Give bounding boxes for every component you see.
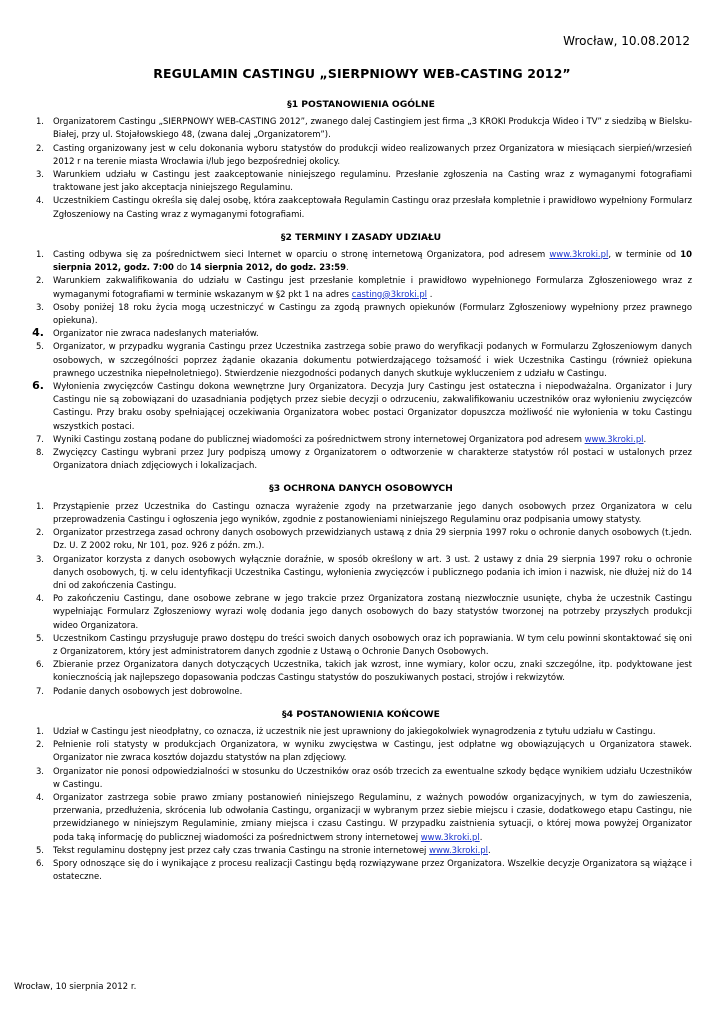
item-number: 3. xyxy=(35,169,44,180)
item-text: . xyxy=(488,844,491,855)
list-item xyxy=(30,738,692,764)
item-text: Casting odbywa się za pośrednictwem sieci Internet w oparciu o stronę internetową Organizatora, pod adresem xyxy=(53,249,550,260)
item-text: . xyxy=(346,262,349,273)
section-list xyxy=(30,500,692,698)
item-number: 5. xyxy=(35,341,44,352)
item-number: 6. xyxy=(35,659,44,670)
section-list xyxy=(30,248,692,472)
list-item xyxy=(30,115,692,141)
item-text: Organizator, w przypadku wygrania Castingu przez Uczestnika zastrzega sobie prawo do weryfikacji podanych w Formularzu Zgłoszeniowym danych osobowych, w szczególności poprzez żądanie okazania dokumentu potwierdzającego tożsamość i wiek Uczestnika Castingu (również opiekuna prawnego uczestnika niepełnoletniego). Stwierdzenie niezgodności podanych danych skutkuje wykluczeniem z udziału w Castingu. xyxy=(53,341,692,378)
list-item xyxy=(30,725,692,738)
section-title: §2 TERMINY I ZASADY UDZIAŁU xyxy=(280,231,442,243)
item-text: Przystąpienie przez Uczestnika do Castingu oznacza wyrażenie zgody na przetwarzanie jego danych osobowych przez Organizatora w celu przeprowadzenia Castingu i ogłoszenia jego wyników, zgodnie z postanowieniami niniejszego Regulaminu oraz podpisania umowy statysty. xyxy=(53,500,692,524)
item-number: 4. xyxy=(35,791,44,802)
item-number: 5. xyxy=(35,844,44,855)
list-item xyxy=(30,327,692,340)
item-text: Udział w Castingu jest nieodpłatny, co oznacza, iż uczestnik nie jest uprawniony do jakiegokolwiek wynagrodzenia z tytułu udziału w Castingu. xyxy=(53,725,656,736)
item-number: 8. xyxy=(35,447,44,458)
link[interactable]: www.3kroki.pl xyxy=(549,249,609,260)
item-text: Uczestnikiem Castingu określa się dalej osobę, która zaakceptowała Regulamin Castingu oraz przesłała kompletnie i prawidłowo wypełniony Formularz Zgłoszeniowy na Casting wraz z wymaganymi fotografiami. xyxy=(53,195,692,219)
list-item xyxy=(30,380,692,433)
item-text: . xyxy=(479,831,483,842)
item-text: Wyniki Castingu zostaną podane do publicznej wiadomości za pośrednictwem strony internetowej Organizatora pod adresem xyxy=(53,433,585,444)
item-number: 3. xyxy=(35,301,44,312)
list-item xyxy=(30,765,692,791)
item-number: 1. xyxy=(35,249,44,260)
list-item xyxy=(30,685,692,698)
section-title: §4 POSTANOWIENIA KOŃCOWE xyxy=(282,708,440,720)
item-number: 7. xyxy=(35,685,44,696)
item-text: Osoby poniżej 18 roku życia mogą uczestniczyć w Castingu za zgodą prawnych opiekunów (Formularz Zgłoszeniowy wypełniony przez prawnego opiekuna). xyxy=(53,301,692,326)
list-item xyxy=(30,791,692,844)
document-body xyxy=(30,92,692,883)
item-text: Organizator nie ponosi odpowiedzialności w stosunku do Uczestników oraz osób trzecich za ewentualne szkody będące wynikiem udziału Uczestników w Castingu. xyxy=(53,765,692,789)
item-text: do xyxy=(173,262,190,273)
list-item xyxy=(30,592,692,632)
list-item xyxy=(30,844,692,857)
item-number: 6. xyxy=(35,857,44,868)
section-list xyxy=(30,725,692,883)
item-number: 3. xyxy=(35,765,44,776)
item-text: Zbieranie przez Organizatora danych dotyczących Uczestnika, takich jak wzrost, inne wymiary, kolor oczu, znaki szczególne, itp. podyktowane jest koniecznością jak najlepszego dopasowania podczas Castingu statystów do poszukiwanych postaci, strojów i rekwizytów. xyxy=(53,659,692,683)
document-title: REGULAMIN CASTINGU „SIERPNIOWY WEB-CASTING 2012” xyxy=(153,66,571,81)
list-item xyxy=(30,433,692,446)
item-text: Organizator zastrzega sobie prawo zmiany postanowień niniejszego Regulaminu, z ważnych powodów organizacyjnych, w tym do zawieszenia, przerwania, przedłużenia, skrócenia lub odwołania Castingu, organizacji w wybranym przez siebie miejscu i czasie, dodatkowego etapu Castingu, nie przewidzianego w niniejszym Regulaminie, zmiany miejsca i czasu Castingu. W przypadku zaistnienia sytuacji, o której mowa powyżej Organizator poda taką informację do publicznej wiadomości za pośrednictwem strony internetowej xyxy=(53,791,692,842)
list-item xyxy=(30,446,692,472)
item-number: 2. xyxy=(35,739,44,750)
list-item xyxy=(30,500,692,526)
item-text: Spory odnoszące się do i wynikające z procesu realizacji Castingu będą rozwiązywane przez Organizatora. Wszelkie decyzje Organizatora są wiążące i ostateczne. xyxy=(53,857,692,882)
list-item xyxy=(30,168,692,194)
item-text: Uczestnikom Castingu przysługuje prawo dostępu do treści swoich danych osobowych oraz ich poprawiania. W tym celu powinni skontaktować się oni z Organizatorem, który jest administratorem danych zgodnie z Ustawą o Ochronie Danych Osobowych. xyxy=(53,632,692,656)
list-item xyxy=(30,526,692,552)
item-number: 1. xyxy=(35,116,44,127)
item-number: 2. xyxy=(35,275,44,286)
list-item xyxy=(30,632,692,658)
bold-text: 10 sierpnia 2012, godz. 7:00 xyxy=(53,249,692,273)
section-title: §3 OCHRONA DANYCH OSOBOWYCH xyxy=(269,483,453,495)
item-text: Warunkiem zakwalifikowania do udziału w Castingu jest przesłanie kompletnie i prawidłowo wypełnionego Formularza Zgłoszeniowego wraz z wymaganymi fotografiami w terminie wskazanym w §2 pkt 1 na adres xyxy=(53,275,692,299)
list-item xyxy=(30,194,692,220)
list-item xyxy=(30,857,692,883)
item-text: Pełnienie roli statysty w produkcjach Organizatora, w wyniku zwycięstwa w Castingu, jest odpłatne wg obowiązujących u Organizatora stawek. Organizator nie zwraca kosztów dojazdu statystów na plan zdjęciowy. xyxy=(53,739,692,763)
header-date: Wrocław, 10.08.2012 xyxy=(563,34,690,48)
item-number: 6. xyxy=(32,379,44,393)
item-text: Warunkiem udziału w Castingu jest zaakceptowanie niniejszego regulaminu. Przesłanie zgłoszenia na Casting wraz z wymaganymi fotografiami traktowane jest jako akceptacja niniejszego Regulaminu. xyxy=(53,169,692,193)
item-number: 2. xyxy=(35,527,44,538)
item-text: . xyxy=(643,433,647,444)
link[interactable]: www.3kroki.pl xyxy=(429,844,488,855)
item-text: Organizator korzysta z danych osobowych wyłącznie doraźnie, w sposób określony w art. 3 ust. 2 ustawy z dnia 29 sierpnia 1997 roku o ochronie danych osobowych, tj. w celu identyfikacji Uczestnika Castingu, wyłonienia zwycięzców i publicznego podania ich imion i nazwisk, nie dłużej niż do 14 dni od zakończenia Castingu. xyxy=(53,553,692,590)
list-item xyxy=(30,301,692,327)
list-item xyxy=(30,274,692,300)
list-item xyxy=(30,553,692,593)
list-item xyxy=(30,340,692,380)
item-number: 4. xyxy=(35,195,44,206)
footer-date: Wrocław, 10 sierpnia 2012 r. xyxy=(14,982,137,992)
item-text: Podanie danych osobowych jest dobrowolne. xyxy=(53,685,243,696)
item-text: Zwycięzcy Castingu wybrani przez Jury podpiszą umowy z Organizatorem o odtworzenie w charakterze statystów ról postaci w ustalonych przez Organizatora dniach zdjęciowych i lokalizacjach. xyxy=(53,447,692,471)
item-number: 7. xyxy=(35,433,44,444)
link[interactable]: casting@3kroki.pl xyxy=(351,288,428,299)
item-number: 1. xyxy=(35,500,44,511)
item-number: 5. xyxy=(35,632,44,643)
item-number: 3. xyxy=(35,553,44,564)
item-text: Organizator nie zwraca nadesłanych materiałów. xyxy=(53,328,259,339)
list-item xyxy=(30,248,692,274)
item-number: 1. xyxy=(35,725,44,736)
item-text: Organizator przestrzega zasad ochrony danych osobowych przewidzianych ustawą z dnia 29 sierpnia 1997 roku o ochronie danych osobowych (t.jedn. Dz. U. Z 2002 roku, Nr 101, poz. 926 z późn. zm.). xyxy=(53,527,692,551)
item-number: 2. xyxy=(35,142,44,153)
item-text: Organizatorem Castingu „SIERPNOWY WEB-CASTING 2012”, zwanego dalej Castingiem jest firma „3 KROKI Produkcja Wideo i TV” z siedzibą w Bielsku-Białej, przy ul. Stojałowskiego 48, (zwana dalej „Organizatorem”). xyxy=(53,116,692,140)
link[interactable]: www.3kroki.pl xyxy=(420,831,480,842)
bold-text: 14 sierpnia 2012, do godz. 23:59 xyxy=(189,262,347,273)
item-text: . xyxy=(427,288,433,299)
link[interactable]: www.3kroki.pl xyxy=(584,433,644,444)
list-item xyxy=(30,658,692,684)
item-number: 4. xyxy=(32,326,44,340)
item-text: Tekst regulaminu dostępny jest przez cały czas trwania Castingu na stronie internetowej xyxy=(53,844,430,855)
item-text: Po zakończeniu Castingu, dane osobowe zebrane w jego trakcie przez Organizatora zostaną niezwłocznie usunięte, chyba że uczestnik Castingu wypełniając Formularz Zgłoszeniowy wyrazi wolę dodania jego danych osobowych do bazy statystów tworzonej na potrzeby przyszłych produkcji wideo Organizatora. xyxy=(53,593,692,630)
section-list xyxy=(30,115,692,221)
item-text: Wyłonienia zwycięzców Castingu dokona wewnętrzne Jury Organizatora. Decyzja Jury Castingu jest ostateczna i niepodważalna. Organizator i Jury Castingu nie są zobowiązani do uzasadniania podjętych przez siebie decyzji o odrzuceniu, zakwalifikowaniu uczestników oraz wyłonieniu zwycięzców Castingu. Przy braku osoby spełniającej oczekiwania Organizatora wobec postaci Organizator dopuszcza możliwość nie wyłonienia w toku Castingu wszystkich postaci. xyxy=(53,381,692,431)
item-text: Casting organizowany jest w celu dokonania wyboru statystów do produkcji wideo realizowanych przez Organizatora w miesiącach sierpień/wrzesień 2012 r na terenie miasta Wrocławia i/lub jego bezpośredniej okolicy. xyxy=(53,142,692,166)
section-title: §1 POSTANOWIENIA OGÓLNE xyxy=(287,99,435,110)
list-item xyxy=(30,142,692,168)
item-text: , w terminie od xyxy=(608,249,681,260)
item-number: 4. xyxy=(35,593,44,604)
